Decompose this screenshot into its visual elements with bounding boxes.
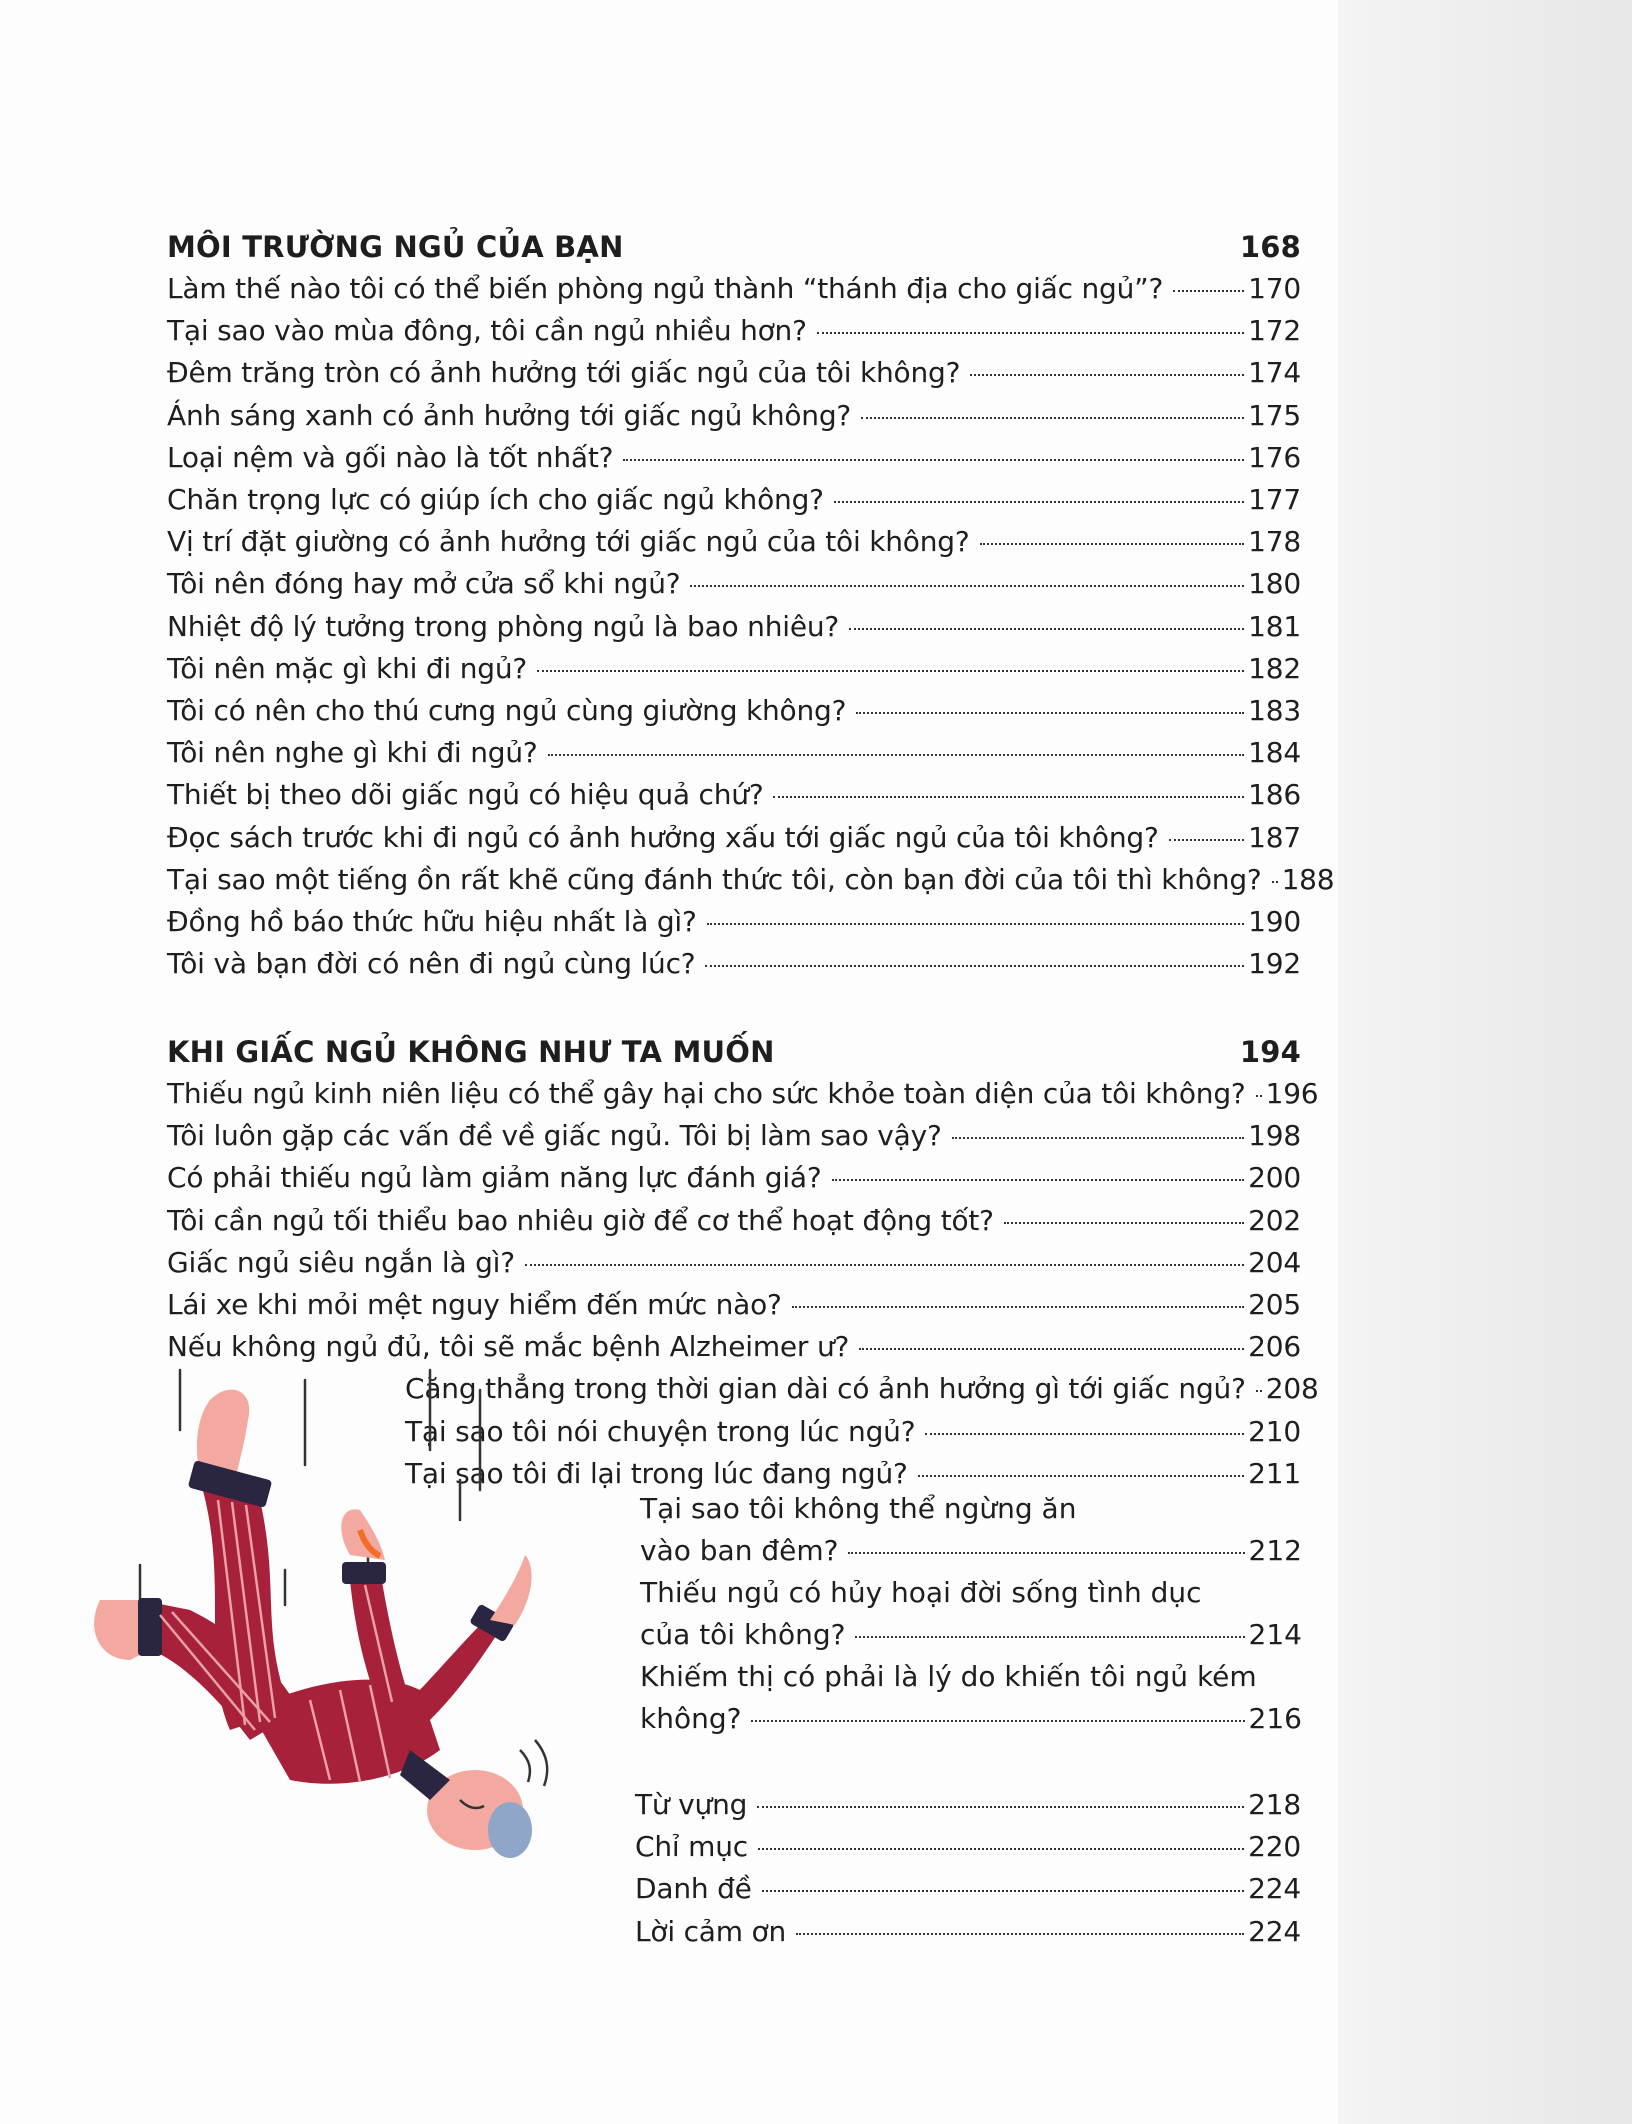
dot-leader <box>1272 881 1278 883</box>
dot-leader <box>707 923 1244 925</box>
toc-entry-page: 184 <box>1248 736 1301 770</box>
toc-entry-page: 204 <box>1248 1245 1301 1279</box>
toc-entry[interactable] <box>167 1244 1301 1282</box>
section-page-number: 168 <box>1239 230 1301 264</box>
toc-entry-title: Thiếu ngủ kinh niên liệu có thể gây hại cho sức khỏe toàn diện của tôi không? <box>167 1077 1246 1110</box>
dot-leader <box>758 1848 1244 1850</box>
toc-entry-page: 190 <box>1248 905 1301 938</box>
toc-entry-title-line2: của tôi không? <box>640 1618 846 1651</box>
dot-leader <box>849 628 1244 630</box>
toc-entry-page: 178 <box>1248 525 1301 559</box>
toc-entry[interactable] <box>167 608 1301 646</box>
dot-leader <box>1173 290 1244 292</box>
toc-entry[interactable] <box>635 1870 1301 1908</box>
hand-right <box>490 1555 532 1625</box>
toc-entry[interactable] <box>167 397 1301 435</box>
toc-entry-page: 196 <box>1265 1077 1319 1110</box>
toc-entry-title: Giấc ngủ siêu ngắn là gì? <box>167 1245 515 1279</box>
toc-entry-title: Từ vựng <box>635 1788 748 1821</box>
motion-arc <box>520 1750 530 1782</box>
dot-leader <box>525 1264 1244 1266</box>
toc-entry-title: Loại nệm và gối nào là tốt nhất? <box>167 440 614 474</box>
toc-entry-title: Đồng hồ báo thức hữu hiệu nhất là gì? <box>167 905 697 938</box>
toc-entry-title: Vị trí đặt giường có ảnh hưởng tới giấc ngủ của tôi không? <box>167 525 970 559</box>
page-edge-shadow <box>1338 0 1632 2124</box>
dot-leader <box>690 585 1244 587</box>
hair <box>488 1802 532 1858</box>
toc-entry-page: 202 <box>1248 1203 1301 1237</box>
toc-entry[interactable] <box>167 1202 1301 1240</box>
toc-entry[interactable] <box>167 945 1301 983</box>
toc-entry[interactable] <box>167 481 1301 519</box>
section-page-number: 194 <box>1239 1035 1301 1069</box>
dot-leader <box>918 1475 1244 1477</box>
dot-leader <box>832 1179 1245 1181</box>
toc-entry-title: Nhiệt độ lý tưởng trong phòng ngủ là bao nhiêu? <box>167 609 840 643</box>
dot-leader <box>1004 1222 1244 1224</box>
toc-entry-page: 208 <box>1265 1372 1319 1406</box>
dot-leader <box>751 1720 1244 1722</box>
dot-leader <box>623 459 1244 461</box>
toc-entry[interactable] <box>167 650 1301 688</box>
toc-entry-title: Tôi và bạn đời có nên đi ngủ cùng lúc? <box>167 947 696 981</box>
toc-entry-page: 177 <box>1248 483 1301 516</box>
dot-leader <box>705 965 1244 967</box>
toc-entry-page: 170 <box>1248 272 1301 305</box>
toc-entry-page: 186 <box>1248 778 1301 812</box>
toc-entry-page: 175 <box>1248 398 1301 432</box>
toc-entry-page: 174 <box>1248 356 1301 390</box>
toc-entry-title: Làm thế nào tôi có thể biến phòng ngủ thành “thánh địa cho giấc ngủ”? <box>167 272 1164 305</box>
dot-leader <box>859 1348 1244 1350</box>
dot-leader <box>855 1636 1244 1638</box>
toc-entry-title-line1: Tại sao tôi không thể ngừng ăn <box>640 1492 1077 1525</box>
toc-entry-title: Căng thẳng trong thời gian dài có ảnh hưởng gì tới giấc ngủ? <box>405 1372 1246 1406</box>
toc-entry-page: 192 <box>1248 947 1301 981</box>
toc-entry-page: 211 <box>1248 1456 1301 1490</box>
toc-entry[interactable] <box>167 312 1301 350</box>
section-heading <box>167 227 1301 267</box>
dot-leader <box>1256 1095 1262 1097</box>
toc-entry-page: 188 <box>1281 862 1335 896</box>
toc-entry-title: Nếu không ngủ đủ, tôi sẽ mắc bệnh Alzheimer ư? <box>167 1330 850 1364</box>
toc-entry-title: Đêm trăng tròn có ảnh hưởng tới giấc ngủ của tôi không? <box>167 356 961 390</box>
toc-entry-title: Tại sao vào mùa đông, tôi cần ngủ nhiều hơn? <box>167 314 807 348</box>
toc-entry-page: 224 <box>1248 1872 1301 1906</box>
dot-leader <box>762 1890 1244 1892</box>
toc-entry[interactable] <box>167 776 1301 814</box>
toc-entry-title: Đọc sách trước khi đi ngủ có ảnh hưởng xấu tới giấc ngủ của tôi không? <box>167 820 1159 854</box>
toc-entry-page: 180 <box>1248 567 1301 601</box>
toc-entry[interactable] <box>635 1786 1301 1824</box>
toc-entry-page: 183 <box>1248 694 1301 727</box>
toc-entry-page: 218 <box>1248 1788 1301 1821</box>
toc-entry-title: Ánh sáng xanh có ảnh hưởng tới giấc ngủ không? <box>167 398 852 432</box>
dot-leader <box>537 670 1244 672</box>
toc-entry-page: 220 <box>1248 1830 1301 1864</box>
toc-entry-title-line2: không? <box>640 1702 742 1735</box>
toc-entry[interactable] <box>640 1656 1302 1740</box>
toc-entry-title: Có phải thiếu ngủ làm giảm năng lực đánh giá? <box>167 1161 822 1195</box>
toc-entry-page: 216 <box>1248 1702 1302 1735</box>
dot-leader <box>952 1137 1245 1139</box>
toc-entry-title-line2: vào ban đêm? <box>640 1534 839 1567</box>
toc-entry-page: 214 <box>1248 1618 1302 1651</box>
dot-leader <box>548 754 1245 756</box>
dot-leader <box>970 374 1244 376</box>
toc-entry[interactable] <box>640 1572 1302 1656</box>
toc-entry-title: Tôi nên đóng hay mở cửa sổ khi ngủ? <box>167 567 681 601</box>
toc-entry-title: Tôi có nên cho thú cưng ngủ cùng giường không? <box>167 694 847 727</box>
toc-entry-page: 182 <box>1248 651 1301 685</box>
toc-entry-title: Tại sao tôi đi lại trong lúc đang ngủ? <box>405 1456 908 1490</box>
dot-leader <box>856 712 1244 714</box>
toc-entry[interactable] <box>635 1913 1301 1951</box>
toc-entry-page: 187 <box>1248 820 1301 854</box>
toc-entry-title: Tại sao tôi nói chuyện trong lúc ngủ? <box>405 1414 916 1448</box>
toc-entry-title: Lái xe khi mỏi mệt nguy hiểm đến mức nào? <box>167 1288 782 1321</box>
toc-entry-title: Tôi luôn gặp các vấn đề về giấc ngủ. Tôi bị làm sao vậy? <box>167 1119 942 1153</box>
toc-entry[interactable] <box>167 1117 1301 1155</box>
toc-entry-title: Tôi nên mặc gì khi đi ngủ? <box>167 651 528 685</box>
toc-entry-title-line1: Thiếu ngủ có hủy hoại đời sống tình dục <box>640 1576 1202 1609</box>
section-heading <box>167 1032 1301 1072</box>
sleeve-cuff <box>342 1562 386 1584</box>
dot-leader <box>925 1433 1244 1435</box>
section-title: KHI GIẤC NGỦ KHÔNG NHƯ TA MUỐN <box>167 1035 775 1069</box>
toc-entry-page: 176 <box>1248 440 1301 474</box>
dot-leader <box>1256 1390 1262 1392</box>
toc-entry[interactable] <box>167 439 1301 477</box>
toc-entry[interactable] <box>167 734 1301 772</box>
toc-entry-title-line1: Khiếm thị có phải là lý do khiến tôi ngủ kém <box>640 1660 1257 1693</box>
toc-entry[interactable] <box>635 1828 1301 1866</box>
dot-leader <box>861 417 1244 419</box>
dot-leader <box>980 543 1245 545</box>
toc-entry-title: Tôi cần ngủ tối thiểu bao nhiêu giờ để cơ thể hoạt động tốt? <box>167 1203 994 1237</box>
toc-entry[interactable] <box>167 692 1301 730</box>
toc-entry-title: Tôi nên nghe gì khi đi ngủ? <box>167 736 538 770</box>
toc-entry-page: 224 <box>1248 1914 1301 1948</box>
dot-leader <box>796 1933 1244 1935</box>
toc-entry-title: Chăn trọng lực có giúp ích cho giấc ngủ không? <box>167 483 824 516</box>
toc-entry[interactable] <box>167 1159 1301 1197</box>
arm-right <box>410 1620 500 1720</box>
toc-entry[interactable] <box>167 1286 1301 1324</box>
dot-leader <box>757 1806 1244 1808</box>
toc-entry[interactable] <box>640 1488 1302 1572</box>
toc-entry-page: 205 <box>1248 1288 1301 1321</box>
toc-entry-title: Chỉ mục <box>635 1830 748 1864</box>
toc-entry-page: 181 <box>1248 609 1301 643</box>
toc-entry-page: 200 <box>1248 1161 1301 1195</box>
toc-entry-page: 198 <box>1248 1119 1301 1153</box>
section-title: MÔI TRƯỜNG NGỦ CỦA BẠN <box>167 230 624 264</box>
toc-entry[interactable] <box>167 523 1301 561</box>
dot-leader <box>848 1552 1244 1554</box>
toc-entry-title: Tại sao một tiếng ồn rất khẽ cũng đánh thức tôi, còn bạn đời của tôi thì không? <box>167 862 1262 896</box>
falling-man-illustration <box>80 1330 600 1890</box>
toc-entry[interactable] <box>167 354 1301 392</box>
toc-entry-title: Danh đề <box>635 1872 752 1906</box>
toc-entry[interactable] <box>167 565 1301 603</box>
dot-leader <box>773 796 1244 798</box>
dot-leader <box>1169 839 1245 841</box>
motion-arc <box>535 1740 547 1786</box>
toc-entry[interactable] <box>167 861 1335 899</box>
dot-leader <box>792 1306 1244 1308</box>
toc-entry-page: 212 <box>1248 1534 1302 1567</box>
toc-entry-title: Thiết bị theo dõi giấc ngủ có hiệu quả chứ? <box>167 778 764 812</box>
toc-entry[interactable] <box>167 1075 1319 1113</box>
toc-entry-title: Lời cảm ơn <box>635 1914 787 1948</box>
toc-entry[interactable] <box>167 903 1301 941</box>
toc-entry-page: 210 <box>1248 1414 1301 1448</box>
toc-entry-page: 206 <box>1248 1330 1301 1364</box>
dot-leader <box>817 332 1244 334</box>
toc-entry[interactable] <box>167 819 1301 857</box>
toc-entry[interactable] <box>167 270 1301 308</box>
toc-entry-page: 172 <box>1248 314 1301 348</box>
pant-cuff <box>138 1598 162 1656</box>
dot-leader <box>834 501 1244 503</box>
